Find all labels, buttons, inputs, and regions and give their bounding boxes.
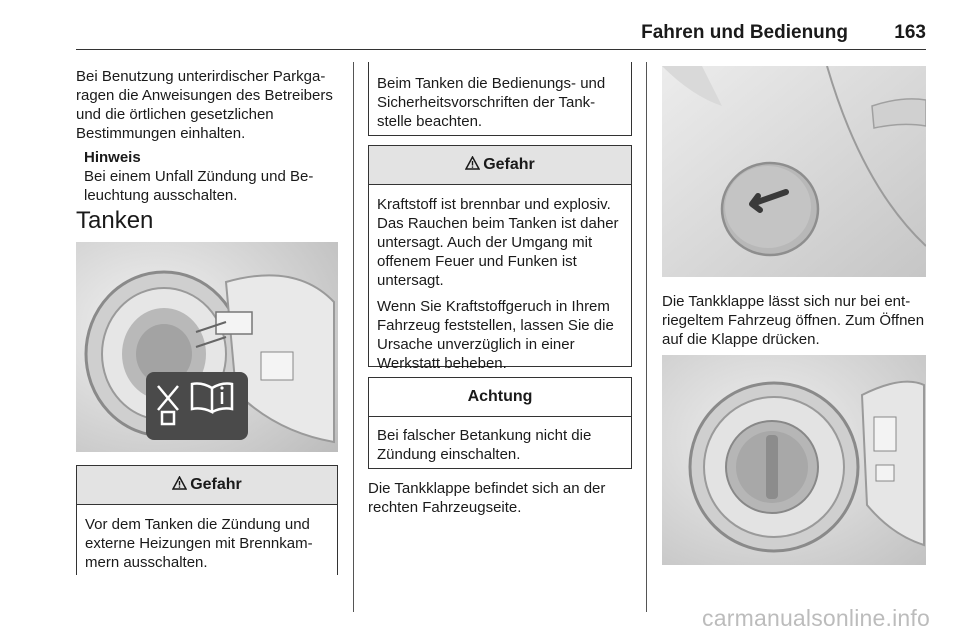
caution-text: Bei falscher Betankung nicht die Zündung einschalten. (377, 427, 592, 463)
danger-text: Vor dem Tanken die Zündung und externe Heizungen mit Brennkammern ausschalten. (85, 516, 313, 571)
danger-paragraph-1: Kraftstoff ist brennbar und explosiv. Das Rauchen beim Tanken ist daher untersagt. Auch der Umgang mit offenem Feuer und Funken ist untersagt. (377, 196, 619, 289)
fuel-cap-open-photo (662, 355, 926, 565)
warning-triangle-icon (465, 156, 480, 174)
fuel-cap-open-illustration (662, 355, 926, 565)
fuel-filler-illustration (76, 242, 338, 452)
danger-box-ignition (76, 465, 338, 575)
danger-paragraph-2: Wenn Sie Kraftstoffgeruch in Ihrem Fahrzeug feststellen, lassen Sie die Ursache unverzüglich in einer Werkstatt beheben. (377, 298, 614, 372)
danger-box-header (369, 146, 631, 185)
column-divider-2 (646, 62, 647, 612)
danger-title: Gefahr (483, 156, 535, 173)
chapter-title: Fahren und Bedienung (641, 22, 848, 43)
fuel-filler-pictogram-photo (76, 242, 338, 452)
fuel-door-closed-photo (662, 66, 926, 277)
note-title: Hinweis (84, 149, 141, 166)
regulations-text: Beim Tanken die Bedienungs- und Sicherheitsvorschriften der Tankstelle beachten. (377, 75, 606, 130)
caution-box (368, 377, 632, 469)
header-rule (76, 49, 926, 50)
section-heading: Tanken (76, 207, 154, 234)
note-text: Bei einem Unfall Zündung und Beleuchtung ausschalten. (84, 168, 314, 204)
intro-paragraph: Bei Benutzung unterirdischer Parkgaragen die Anweisungen des Betreibers und die örtlichen gesetzlichen Bestimmungen einhalten. (76, 68, 333, 142)
danger-box-fuel (368, 145, 632, 372)
caution-box-header (369, 378, 631, 417)
watermark: carmanualsonline.info (702, 605, 930, 631)
caution-title: Achtung (467, 388, 533, 405)
fuel-door-location-text: Die Tankklappe befindet sich an der rechten Fahrzeugseite. (368, 480, 606, 516)
danger-title: Gefahr (190, 476, 242, 493)
note-block (84, 148, 342, 205)
fuel-door-caption: Die Tankklappe lässt sich nur bei entriegeltem Fahrzeug öffnen. Zum Öffnen auf die Klappe drücken. (662, 293, 925, 348)
warning-triangle-icon (172, 476, 187, 494)
column-divider-1 (353, 62, 354, 612)
page-number: 163 (894, 22, 926, 43)
info-box-regulations (368, 62, 632, 136)
danger-box-header (77, 466, 337, 505)
fuel-door-closed-illustration (662, 66, 926, 277)
